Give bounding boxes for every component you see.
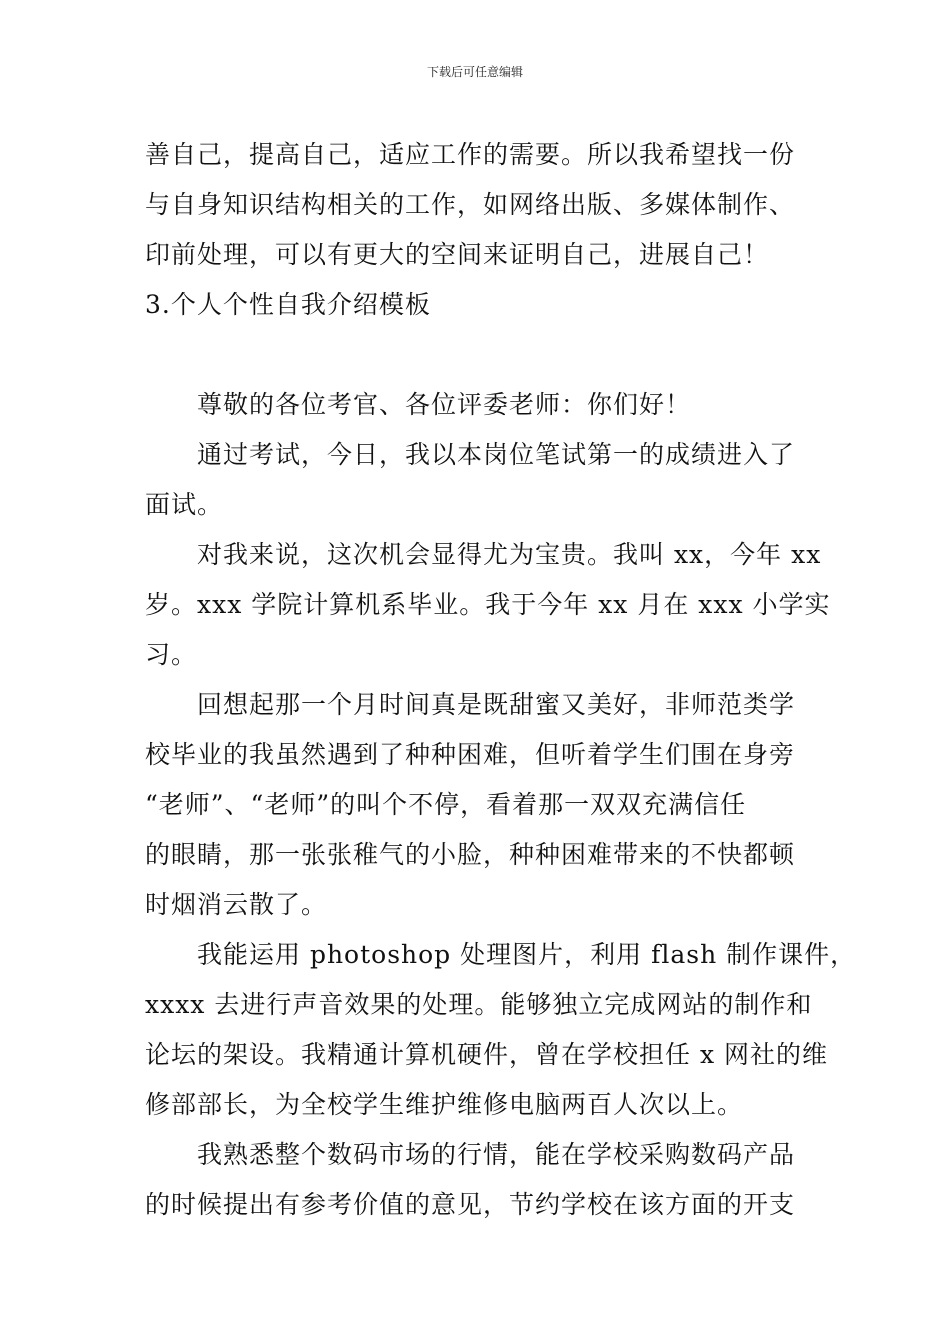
text-line: 通过考试，今日，我以本岗位笔试第一的成绩进入了 [197,440,796,469]
section-heading: 3.个人个性自我介绍模板 [145,290,431,319]
document-body [145,130,857,1230]
text-line: 回想起那一个月时间真是既甜蜜又美好，非师范类学 [197,690,796,719]
text-line: 面试。 [145,490,224,519]
text-line: 与自身知识结构相关的工作，如网络出版、多媒体制作、 [145,190,796,219]
text-line: 岁。xxx 学院计算机系毕业。我于今年 xx 月在 xxx 小学实 [145,590,831,619]
text-line: 修部部长，为全校学生维护维修电脑两百人次以上。 [145,1090,744,1119]
text-line: 的眼睛，那一张张稚气的小脸，种种困难带来的不快都顿 [145,840,796,869]
text-line: 的时候提出有参考价值的意见，节约学校在该方面的开支 [145,1190,796,1219]
spacer [145,330,810,380]
text-line: 时烟消云散了。 [145,890,328,919]
text-line: “老师”、“老师”的叫个不停，看着那一双双充满信任 [145,790,747,819]
header-note: 下载后可任意编辑 [426,65,523,79]
text-line: 习。 [145,640,198,669]
text-line: xxxx 去进行声音效果的处理。能够独立完成网站的制作和 [145,990,813,1019]
text-line: 善自己，提高自己，适应工作的需要。所以我希望找一份 [145,140,796,169]
text-line: 我熟悉整个数码市场的行情，能在学校采购数码产品 [197,1140,796,1169]
text-line: 我能运用 photoshop 处理图片，利用 flash 制作课件， [197,940,857,969]
text-line: 校毕业的我虽然遇到了种种困难，但听着学生们围在身旁 [145,740,796,769]
text-line: 对我来说，这次机会显得尤为宝贵。我叫 xx，今年 xx [197,540,822,569]
text-line: 印前处理，可以有更大的空间来证明自己，进展自己！ [145,240,770,269]
text-line: 论坛的架设。我精通计算机硬件，曾在学校担任 x 网社的维 [145,1040,828,1069]
salutation: 尊敬的各位考官、各位评委老师：你们好！ [197,390,692,419]
